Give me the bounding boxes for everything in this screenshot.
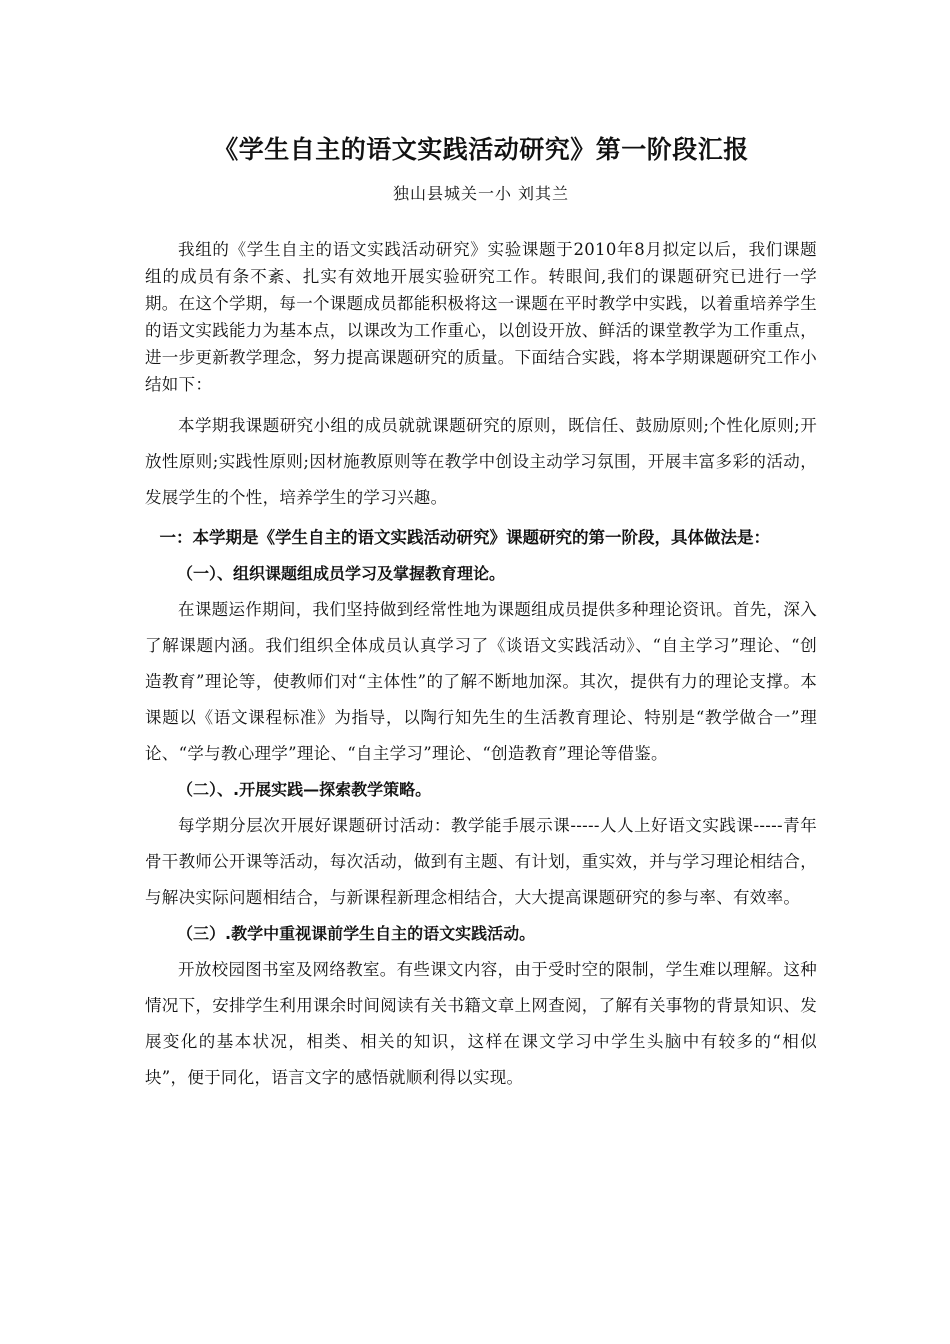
subsection-body-3: 开放校园图书室及网络教室。有些课文内容，由于受时空的限制，学生难以理解。这种情况下，安排学生利用课余时间阅读有关书籍文章上网查阅，了解有关事物的背景知识、发展变化的基本状况，相类、相关的知识，这样在课文学习中学生头脑中有较多的“相似块”，便于同化，语言文字的感悟就顺利得以实现。 xyxy=(145,960,817,1087)
subsection-1 xyxy=(145,556,817,772)
document-body xyxy=(145,130,817,1096)
subsection-body-2: 每学期分层次开展好课题研讨活动：教学能手展示课-----人人上好语文实践课-----青年骨干教师公开课等活动，每次活动，做到有主题、有计划，重实效，并与学习理论相结合，与解决实际问题相结合，与新课程新理念相结合，大大提高课题研究的参与率、有效率。 xyxy=(145,816,817,907)
subsection-heading-3: （三）.教学中重视课前学生自主的语文实践活动。 xyxy=(177,924,536,943)
intro-paragraph-2: 本学期我课题研究小组的成员就就课题研究的原则，既信任、鼓励原则;个性化原则;开放性原则;实践性原则;因材施教原则等在教学中创设主动学习氛围，开展丰富多彩的活动，发展学生的个性，培养学生的学习兴趣。 xyxy=(145,416,817,507)
subsection-body-1: 在课题运作期间，我们坚持做到经常性地为课题组成员提供多种理论资讯。首先，深入了解课题内涵。我们组织全体成员认真学习了《谈语文实践活动》、“自主学习”理论、“创造教育”理论等，使教师们对“主体性”的了解不断地加深。其次，提供有力的理论支撑。本课题以《语文课程标准》为指导，以陶行知先生的生活教育理论、特别是“教学做合一”理论、“学与教心理学”理论、“自主学习”理论、“创造教育”理论等借鉴。 xyxy=(145,600,817,763)
subsection-2 xyxy=(145,772,817,916)
document-author: 独山县城关一小 刘其兰 xyxy=(392,184,570,203)
document-title: 《学生自主的语文实践活动研究》第一阶段汇报 xyxy=(213,135,749,164)
intro-section xyxy=(145,236,817,516)
subsection-heading-2: （二）、.开展实践—探索教学策略。 xyxy=(177,780,432,799)
subsection-3 xyxy=(145,916,817,1096)
section-heading-1: 一：本学期是《学生自主的语文实践活动研究》课题研究的第一阶段，具体做法是： xyxy=(159,528,770,547)
intro-paragraph-1: 我组的《学生自主的语文实践活动研究》实验课题于2010年8月拟定以后，我们课题组的成员有条不紊、扎实有效地开展实验研究工作。转眼间,我们的课题研究已进行一学期。在这个学期，每一个课题成员都能积极将这一课题在平时教学中实践，以着重培养学生的语文实践能力为基本点，以课改为工作重心，以创设开放、鲜活的课堂教学为工作重点，进一步更新教学理念，努力提高课题研究的质量。下面结合实践，将本学期课题研究工作小结如下： xyxy=(145,240,817,394)
subsection-heading-1: （一）、组织课题组成员学习及掌握教育理论。 xyxy=(177,564,506,583)
